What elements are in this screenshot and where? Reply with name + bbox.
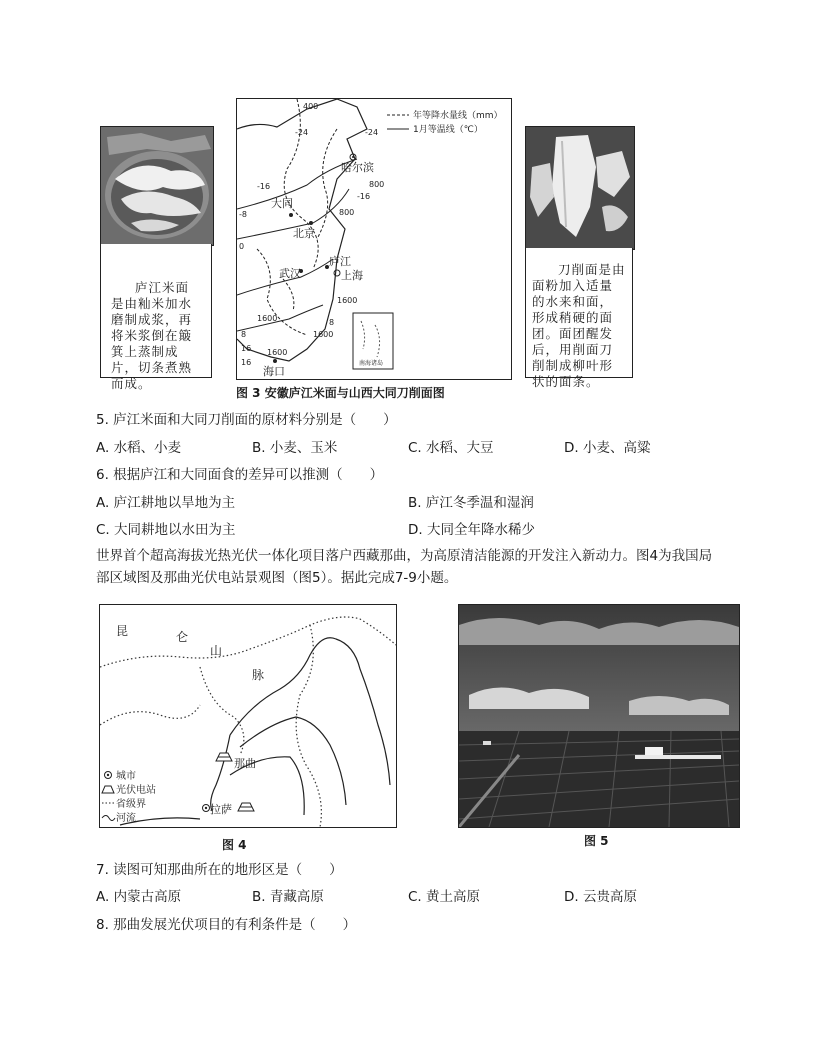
isoline-label: 16 (241, 358, 252, 367)
question-7-option-d: D. 云贵高原 (564, 889, 637, 905)
question-8-stem: 8. 那曲发展光伏项目的有利条件是（ ） (96, 917, 357, 933)
question-7-option-c: C. 黄土高原 (408, 889, 481, 905)
isoline-label: -24 (365, 128, 379, 137)
question-6-option-c: C. 大同耕地以水田为主 (96, 522, 236, 538)
isoline-label: 16 (241, 344, 252, 353)
question-5-stem: 5. 庐江米面和大同刀削面的原材料分别是（ ） (96, 412, 397, 428)
question-7-option-b: B. 青藏高原 (252, 889, 324, 905)
isoline-label: 8 (241, 330, 247, 339)
knife-noodle-photo (525, 126, 635, 250)
knife-noodle-description (525, 248, 633, 389)
solar-plant-image (459, 605, 739, 827)
china-climate-map (236, 98, 512, 380)
isoline-label: 800 (369, 180, 385, 189)
question-7-option-a: A. 内蒙古高原 (96, 889, 182, 905)
legend-river-label: 河流 (116, 813, 136, 824)
city-label-wuhan: 武汉 (279, 267, 301, 280)
isoline-label: 0 (239, 242, 245, 251)
figure-3-caption: 图 3 安徽庐江米面与山西大同刀削面图 (236, 386, 445, 400)
knife-noodle-image (526, 127, 634, 249)
city-label-harbin: 哈尔滨 (341, 161, 374, 174)
rice-noodle-text: 庐江米面是由籼米加水磨制成浆，再将米浆倒在簸箕上蒸制成片，切条煮熟而成。 (111, 280, 193, 391)
tibet-map-svg (100, 605, 396, 827)
question-5-option-c: C. 水稻、大豆 (408, 440, 494, 456)
isoline-label: 8 (329, 318, 335, 327)
city-label-datong: 大同 (271, 197, 293, 210)
knife-noodle-text: 刀削面是由面粉加入适量的水来和面，形成稍硬的面团。面团醒发后，用削面刀削制成柳叶形状的面条。 (532, 262, 626, 389)
isoline-label: 1600 (257, 314, 278, 323)
question-7-stem: 7. 读图可知那曲所在的地形区是（ ） (96, 862, 343, 878)
passage-text: 世界首个超高海拔光热光伏一体化项目落户西藏那曲，为高原清洁能源的开发注入新动力。图4为我国局部区域图及那曲光伏电站景观图（图5）。据此完成7-9小题。 (96, 548, 713, 586)
question-6-option-d: D. 大同全年降水稀少 (408, 522, 535, 538)
legend-boundary-label: 省级界 (116, 799, 146, 810)
figure-5-caption: 图 5 (584, 834, 609, 848)
figure-5-photo (458, 604, 740, 828)
isoline-label: 1600 (267, 348, 288, 357)
isoline-label: -8 (239, 210, 247, 219)
mountain-char: 山 (210, 644, 223, 658)
question-6-option-a: A. 庐江耕地以旱地为主 (96, 495, 236, 511)
isoline-label: 1600 (337, 296, 358, 305)
legend-precip-label: 年等降水量线（mm） (413, 111, 503, 121)
isoline-label: 800 (339, 208, 355, 217)
question-6-option-b: B. 庐江冬季温和湿润 (408, 495, 534, 511)
isoline-label: 1600 (313, 330, 334, 339)
city-label-beijing: 北京 (293, 227, 315, 240)
rice-noodle-image (101, 127, 213, 245)
isoline-label: -16 (357, 192, 371, 201)
figure-4-caption: 图 4 (222, 838, 247, 852)
city-label-shanghai: 上海 (341, 269, 363, 282)
place-label-naqu: 那曲 (234, 757, 256, 770)
figure-4-map (99, 604, 397, 828)
isoline-label: 400 (303, 102, 319, 111)
question-5-option-a: A. 水稻、小麦 (96, 440, 182, 456)
climate-map-svg (237, 99, 511, 379)
mountain-char: 仑 (176, 630, 189, 644)
isoline-label: -16 (257, 182, 271, 191)
place-label-lhasa: 拉萨 (210, 803, 232, 816)
isoline-label: -24 (295, 128, 309, 137)
question-5-option-b: B. 小麦、玉米 (252, 440, 338, 456)
legend-temp-label: 1月等温线（℃） (413, 125, 483, 135)
mountain-char: 脉 (252, 668, 265, 682)
city-label-haikou: 海口 (263, 365, 285, 378)
rice-noodle-photo (100, 126, 214, 246)
inset-label: 南海诸岛 (359, 360, 384, 367)
legend-solar-label: 光伏电站 (116, 785, 156, 796)
question-5-option-d: D. 小麦、高粱 (564, 440, 651, 456)
mountain-char: 昆 (116, 624, 129, 638)
rice-noodle-description (100, 244, 212, 391)
legend-city-label: 城市 (116, 771, 136, 782)
city-label-lujiang: 庐江 (329, 255, 351, 268)
question-6-stem: 6. 根据庐江和大同面食的差异可以推测（ ） (96, 467, 384, 483)
